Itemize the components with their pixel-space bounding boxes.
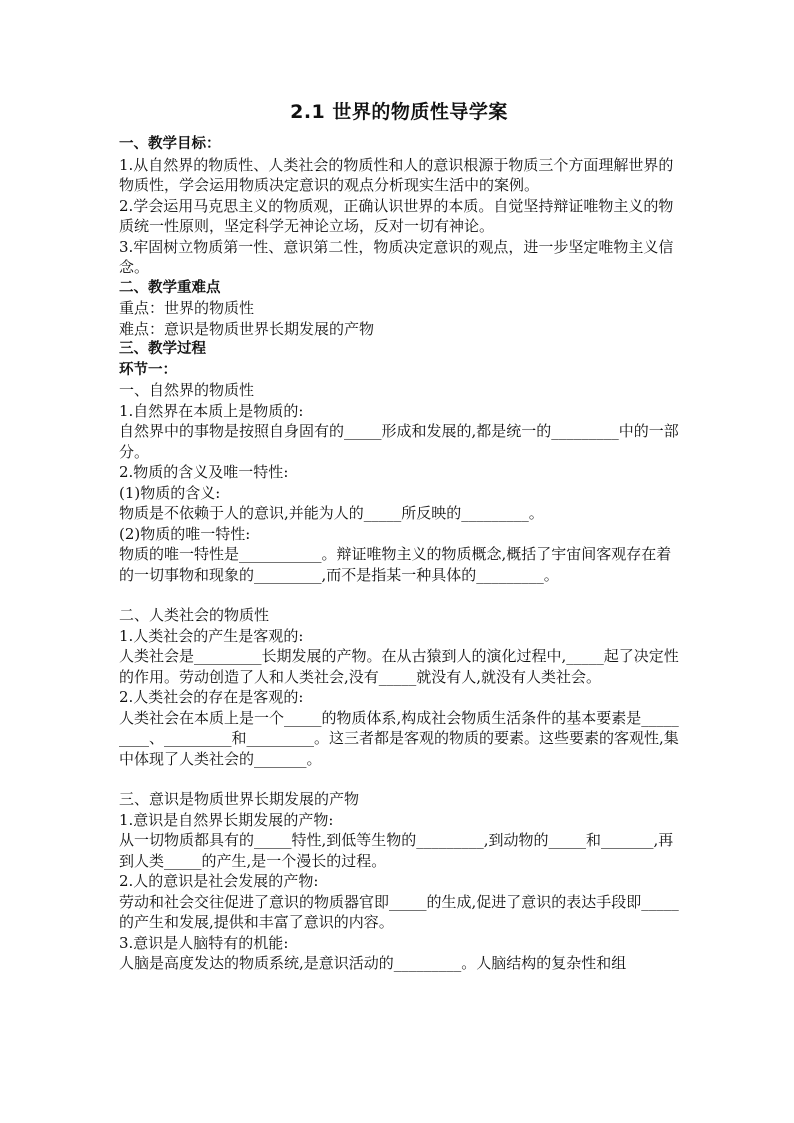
text-line: 一、自然界的物质性 (119, 381, 255, 399)
text-line: 三、意识是物质世界长期发展的产物 (119, 790, 360, 808)
text-line: 人脑是高度发达的物质系统,是意识活动的_________。人脑结构的复杂性和组 (119, 954, 627, 972)
paragraph-gap (119, 769, 679, 789)
section-heading: 环节一： (119, 361, 177, 378)
text-line: 物质是不依赖于人的意识,并能为人的_____所反映的_________。 (119, 504, 544, 522)
text-line: 物质的唯一特性是___________。辩证唯物主义的物质概念,概括了宇宙间客观存在着的一切事物和现象的_________,而不是指某一种具体的_________。 (119, 545, 672, 584)
text-line: 2.学会运用马克思主义的物质观，正确认识世界的本质。自觉坚持辩证唯物主义的物质统一性原则，坚定科学无神论立场，反对一切有神论。 (119, 196, 674, 235)
text-line: 2.人类社会的存在是客观的: (119, 688, 304, 706)
text-line: (2)物质的唯一特性: (119, 524, 251, 543)
text-line: 1.自然界在本质上是物质的: (119, 401, 304, 420)
text-line: 2.物质的含义及唯一特性: (119, 463, 289, 481)
text-line: 1.从自然界的物质性、人类社会的物质性和人的意识根源于物质三个方面理解世界的物质性，学会运用物质决定意识的观点分析现实生活中的案例。 (119, 155, 674, 194)
text-line: 劳动和社会交往促进了意识的物质器官即_____的生成,促进了意识的表达手段即_____的产生和发展,提供和丰富了意识的内容。 (119, 892, 679, 931)
text-line: 重点：世界的物质性 (119, 299, 255, 317)
text-line: 1.意识是自然界长期发展的产物: (119, 810, 334, 829)
document-page (119, 100, 679, 974)
text-line: 难点：意识是物质世界长期发展的产物 (119, 319, 375, 338)
text-line: 二、人类社会的物质性 (119, 606, 270, 624)
text-line: 3.意识是人脑特有的机能: (119, 933, 289, 952)
section-heading: 一、教学目标： (119, 136, 221, 152)
document-title: 2.1 世界的物质性导学案 (290, 101, 508, 123)
text-line: 从一切物质都具有的_____特性,到低等生物的_________,到动物的_____和_______,再到人类_____的产生,是一个漫长的过程。 (119, 831, 674, 870)
text-line: 人类社会在本质上是一个_____的物质体系,构成社会物质生活条件的基本要素是_________、_________和_________。这三者都是客观的物质的要素。这些要素的客观性,集中体现了人类社会的_______。 (119, 708, 679, 768)
text-line: 2.人的意识是社会发展的产物: (119, 872, 319, 890)
text-line: 1.人类社会的产生是客观的: (119, 626, 304, 645)
text-line: 3.牢固树立物质第一性、意识第二性，物质决定意识的观点，进一步坚定唯物主义信念。 (119, 237, 674, 276)
section-heading: 三、教学过程 (119, 341, 206, 357)
text-line: (1)物质的含义: (119, 483, 221, 502)
text-line: 自然界中的事物是按照自身固有的_____形成和发展的,都是统一的_________中的一部分。 (119, 422, 679, 461)
document-body (119, 134, 679, 974)
text-line: 人类社会是_________长期发展的产物。在从古猿到人的演化过程中,_____起了决定性的作用。劳动创造了人和人类社会,没有_____就没有人,就没有人类社会。 (119, 647, 679, 686)
paragraph-gap (119, 585, 679, 605)
section-heading: 二、教学重难点 (119, 279, 221, 296)
